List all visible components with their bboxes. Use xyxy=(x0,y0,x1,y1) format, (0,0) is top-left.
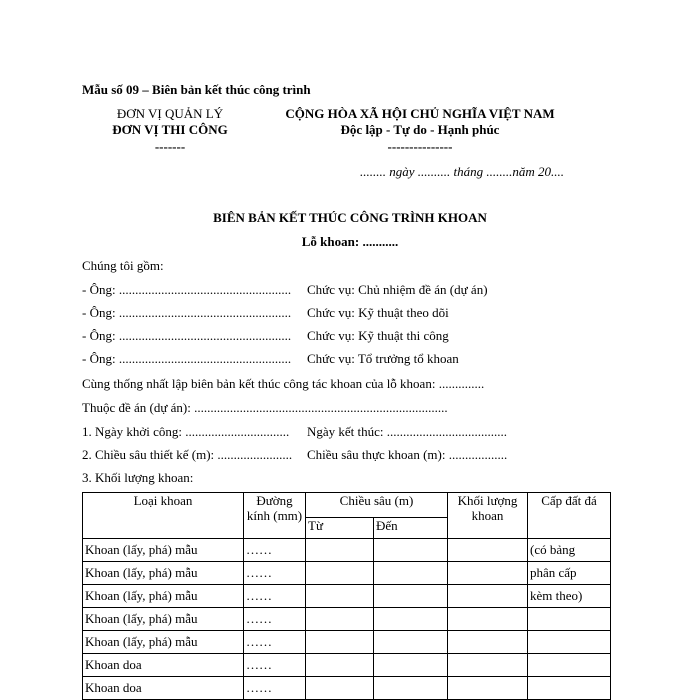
cell-depth-to xyxy=(374,539,448,562)
member-name-line: - Ông: ..................................................... xyxy=(82,351,292,366)
left-header-line2: ĐƠN VỊ THI CÔNG xyxy=(112,122,228,137)
cell-volume xyxy=(448,562,528,585)
cell-rock-grade xyxy=(528,677,611,700)
cell-rock-grade: (có bảng xyxy=(528,539,611,562)
cell-rock-grade: phân cấp xyxy=(528,562,611,585)
cell-depth-from xyxy=(306,631,374,654)
project-line: Thuộc đề án (dự án): .............................................................................. xyxy=(82,400,448,415)
agreement-line: Cùng thống nhất lập biên bản kết thúc công tác khoan của lỗ khoan: .............. xyxy=(82,376,485,391)
table-row xyxy=(83,562,611,585)
cell-diameter: …… xyxy=(244,539,306,562)
table-row xyxy=(83,539,611,562)
volume-heading: 3. Khối lượng khoan: xyxy=(82,470,194,485)
drilling-volume-table xyxy=(82,492,611,700)
table-row xyxy=(83,631,611,654)
cell-depth-from xyxy=(306,562,374,585)
cell-depth-to xyxy=(374,608,448,631)
table-row xyxy=(83,677,611,700)
table-row xyxy=(83,608,611,631)
design-depth-line: 2. Chiều sâu thiết kế (m): ....................... xyxy=(82,447,293,462)
cell-drill-type: Khoan (lấy, phá) mẫu xyxy=(83,562,244,585)
cell-drill-type: Khoan (lấy, phá) mẫu xyxy=(83,585,244,608)
cell-depth-to xyxy=(374,654,448,677)
header-diameter: Đường kính (mm) xyxy=(244,493,306,539)
national-motto: Độc lập - Tự do - Hạnh phúc xyxy=(340,122,500,137)
table-row xyxy=(83,585,611,608)
cell-diameter: …… xyxy=(244,585,306,608)
member-role: Chức vụ: Tổ trưởng tổ khoan xyxy=(307,351,459,366)
cell-depth-to xyxy=(374,677,448,700)
cell-drill-type: Khoan (lấy, phá) mẫu xyxy=(83,631,244,654)
member-role: Chức vụ: Kỹ thuật theo dõi xyxy=(307,305,449,320)
date-line: ........ ngày .......... tháng ........năm 20.... xyxy=(360,164,565,179)
cell-volume xyxy=(448,677,528,700)
cell-rock-grade xyxy=(528,631,611,654)
cell-depth-from xyxy=(306,608,374,631)
right-header-dashes: --------------- xyxy=(387,139,453,154)
cell-depth-from xyxy=(306,677,374,700)
header-rock-grade: Cấp đất đá xyxy=(528,493,611,539)
member-name-line: - Ông: ..................................................... xyxy=(82,328,292,343)
member-role: Chức vụ: Chủ nhiệm đề án (dự án) xyxy=(307,282,488,297)
header-drill-type: Loại khoan xyxy=(83,493,244,539)
cell-diameter: …… xyxy=(244,654,306,677)
form-number-title: Mẫu số 09 – Biên bản kết thúc công trình xyxy=(82,82,311,97)
cell-volume xyxy=(448,585,528,608)
header-depth-from: Từ xyxy=(306,518,374,539)
start-date-line: 1. Ngày khởi công: ................................ xyxy=(82,424,290,439)
cell-volume xyxy=(448,631,528,654)
cell-depth-to xyxy=(374,562,448,585)
cell-diameter: …… xyxy=(244,631,306,654)
cell-drill-type: Khoan (lấy, phá) mẫu xyxy=(83,539,244,562)
table-row xyxy=(83,654,611,677)
cell-diameter: …… xyxy=(244,562,306,585)
member-role: Chức vụ: Kỹ thuật thi công xyxy=(307,328,449,343)
cell-rock-grade xyxy=(528,654,611,677)
cell-depth-from xyxy=(306,585,374,608)
cell-depth-to xyxy=(374,631,448,654)
member-name-line: - Ông: ..................................................... xyxy=(82,282,292,297)
header-volume: Khối lượng khoan xyxy=(448,493,528,539)
header-depth-to: Đến xyxy=(374,518,448,539)
end-date-line: Ngày kết thúc: ..................................... xyxy=(307,424,508,439)
cell-volume xyxy=(448,539,528,562)
cell-depth-to xyxy=(374,585,448,608)
intro-text: Chúng tôi gồm: xyxy=(82,258,164,273)
cell-rock-grade xyxy=(528,608,611,631)
left-header-line1: ĐƠN VỊ QUẢN LÝ xyxy=(116,106,224,121)
cell-diameter: …… xyxy=(244,608,306,631)
cell-volume xyxy=(448,654,528,677)
member-name-line: - Ông: ..................................................... xyxy=(82,305,292,320)
actual-depth-line: Chiều sâu thực khoan (m): .................. xyxy=(307,447,508,462)
cell-drill-type: Khoan (lấy, phá) mẫu xyxy=(83,608,244,631)
cell-drill-type: Khoan doa xyxy=(83,654,244,677)
cell-drill-type: Khoan doa xyxy=(83,677,244,700)
document-title: BIÊN BẢN KẾT THÚC CÔNG TRÌNH KHOAN xyxy=(213,210,487,225)
cell-rock-grade: kèm theo) xyxy=(528,585,611,608)
cell-diameter: …… xyxy=(244,677,306,700)
header-depth: Chiều sâu (m) xyxy=(306,493,448,518)
left-header-dashes: ------- xyxy=(154,139,186,154)
cell-depth-from xyxy=(306,539,374,562)
national-title: CỘNG HÒA XÃ HỘI CHỦ NGHĨA VIỆT NAM xyxy=(285,106,555,121)
cell-depth-from xyxy=(306,654,374,677)
hole-number-line: Lỗ khoan: ........... xyxy=(301,234,399,249)
cell-volume xyxy=(448,608,528,631)
